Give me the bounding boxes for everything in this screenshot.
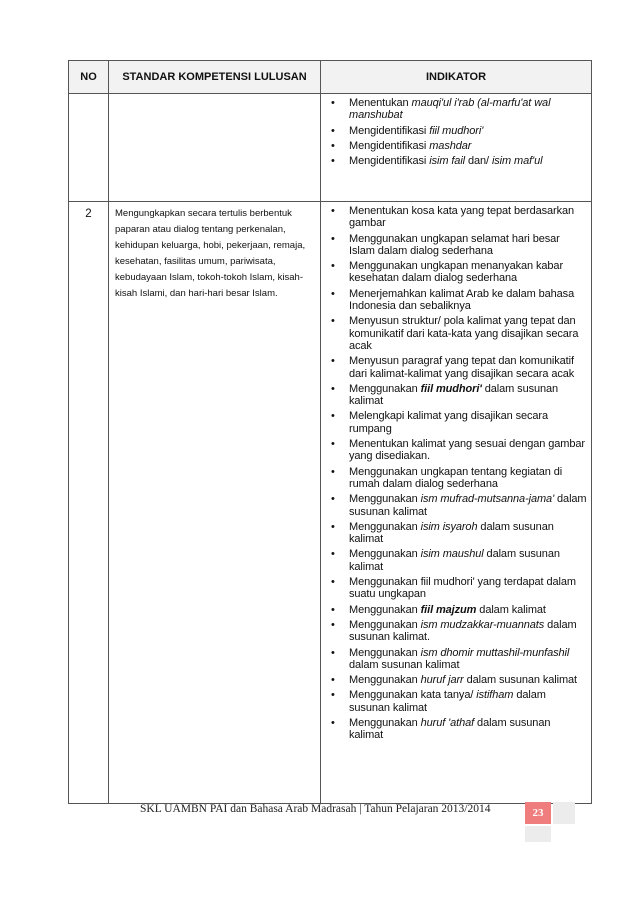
indicator-text: huruf jarr (420, 674, 464, 687)
skl-table (68, 60, 592, 804)
indicator-text: dalam susunan kalimat (349, 658, 460, 671)
indicator-item (321, 674, 587, 686)
indicator-text: mashdar (429, 139, 472, 152)
bullet-icon: • (331, 618, 335, 631)
indicator-text: dalam susunan kalimat (349, 520, 554, 546)
indicator-text: dalam susunan kalimat (349, 548, 560, 573)
indicator-text: Menggunakan (349, 603, 421, 616)
indicator-text: isim isyaroh (420, 520, 478, 533)
skl-description: Mengungkapkan secara tertulis berbentuk paparan atau dialog tentang perkenalan, kehidupan keluarga, hobi, pekerjaan, remaja, kesehatan, fasilitas umum, pariwisata, kebudayaan Islam, tokoh-tokoh Islam, kisah-kisah Islami, dan hari-hari besar Islam. (109, 202, 321, 804)
bullet-icon: • (331, 260, 335, 273)
indicator-list (321, 94, 591, 170)
indicator-item (321, 689, 587, 714)
indicator-text: Mengidentifikasi (349, 139, 430, 152)
indicator-text: Mengidentifikasi (349, 124, 430, 137)
bullet-icon: • (331, 576, 335, 589)
indicator-item (321, 260, 587, 285)
indicator-cell (321, 94, 592, 202)
indicator-item (321, 521, 587, 546)
indicator-text: fiil mudhori' (429, 124, 484, 137)
bullet-icon: • (331, 493, 335, 506)
indicator-text: Menentukan (349, 97, 412, 109)
indicator-text: Mengidentifikasi (349, 155, 430, 168)
indicator-text: isim fail (429, 155, 466, 168)
indicator-text: Menggunakan (349, 548, 421, 561)
indicator-text: Menyusun paragraf yang tepat dan komunikatif dari kalimat-kalimat yang disajikan secara acak (349, 355, 575, 380)
header-indikator: INDIKATOR (321, 61, 592, 94)
indicator-text: Menggunakan ungkapan tentang kegiatan di rumah dalam dialog sederhana (349, 465, 563, 490)
bullet-icon: • (331, 646, 335, 659)
bullet-icon: • (331, 139, 335, 152)
indicator-text: Menyusun struktur/ pola kalimat yang tepat dan komunikatif dari kata-kata yang disajikan secara acak (349, 315, 579, 352)
indicator-item (321, 604, 587, 616)
indicator-item (321, 97, 587, 122)
indicator-item (321, 233, 587, 258)
indicator-text: fiil mudhori' (420, 382, 482, 395)
indicator-text: fiil majzum (420, 603, 477, 616)
bullet-icon: • (331, 674, 335, 687)
bullet-icon: • (331, 315, 335, 328)
indicator-text: dalam susunan kalimat (349, 382, 559, 408)
indicator-text: Menggunakan (349, 674, 421, 687)
indicator-text: dalam susunan kalimat (463, 674, 577, 687)
indicator-item (321, 315, 587, 352)
bullet-icon: • (331, 232, 335, 245)
indicator-text: dalam susunan kalimat (349, 689, 546, 714)
indicator-item (321, 466, 587, 491)
indicator-text: Menggunakan ungkapan selamat hari besar Islam dalam dialog sederhana (349, 232, 560, 257)
indicator-text: dalam kalimat (476, 603, 546, 616)
indicator-text: dalam susunan kalimat (349, 493, 587, 518)
bullet-icon: • (331, 287, 335, 300)
indicator-item (321, 140, 587, 152)
indicator-text: istifham (476, 689, 514, 702)
indicator-cell (321, 202, 592, 804)
table-row (69, 94, 592, 202)
row-number: 2 (69, 202, 109, 804)
bullet-icon: • (331, 205, 335, 217)
indicator-item (321, 383, 587, 408)
row-number (69, 94, 109, 202)
indicator-text: dalam susunan kalimat. (349, 618, 577, 644)
bullet-icon: • (331, 410, 335, 423)
indicator-text: Menerjemahkan kalimat Arab ke dalam bahasa Indonesia dan sebaliknya (349, 287, 575, 313)
indicator-text: dalam susunan kalimat (349, 716, 551, 742)
header-no: NO (69, 61, 109, 94)
bullet-icon: • (331, 689, 335, 702)
indicator-text: isim maushul (420, 548, 484, 561)
indicator-text: Menggunakan (349, 716, 421, 729)
indicator-text: Menggunakan ungkapan menanyakan kabar kesehatan dalam dialog sederhana (349, 260, 564, 285)
skl-description (109, 94, 321, 202)
indicator-text: Menggunakan (349, 520, 421, 533)
indicator-text: dan/ (465, 155, 492, 168)
indicator-item (321, 493, 587, 518)
bullet-icon: • (331, 520, 335, 533)
indicator-item (321, 619, 587, 644)
table-header-row (69, 61, 592, 94)
indicator-item (321, 410, 587, 435)
bullet-icon: • (331, 97, 335, 109)
indicator-text: Menggunakan kata tanya/ (349, 689, 477, 702)
footer-decoration (553, 802, 575, 824)
page-number-badge: 23 (525, 802, 551, 824)
indicator-text: ism dhomir muttashil-munfashil (420, 646, 570, 659)
indicator-text: ism mudzakkar-muannats (420, 618, 545, 631)
indicator-text: Menggunakan (349, 618, 421, 631)
page-footer-text: SKL UAMBN PAI dan Bahasa Arab Madrasah | Tahun Pelajaran 2013/2014 (140, 803, 491, 815)
bullet-icon: • (331, 355, 335, 368)
indicator-list (321, 202, 591, 745)
bullet-icon: • (331, 124, 335, 137)
bullet-icon: • (331, 716, 335, 729)
indicator-text: Menggunakan fiil mudhori' yang terdapat dalam suatu ungkapan (349, 576, 576, 601)
indicator-item (321, 155, 587, 167)
indicator-text: mauqi'ul i'rab (al-marfu'at wal manshubat (349, 97, 551, 122)
bullet-icon: • (331, 465, 335, 478)
indicator-text: ism mufrad-mutsanna-jama' (420, 493, 555, 506)
indicator-text: Melengkapi kalimat yang disajikan secara rumpang (349, 410, 548, 435)
indicator-text: Menggunakan (349, 493, 421, 506)
footer-decoration (525, 826, 551, 842)
indicator-text: Menggunakan (349, 646, 421, 659)
bullet-icon: • (331, 548, 335, 561)
indicator-item (321, 548, 587, 573)
indicator-item (321, 647, 587, 672)
indicator-item (321, 125, 587, 137)
indicator-text: Menentukan kalimat yang sesuai dengan gambar yang disediakan. (349, 438, 585, 463)
table-row (69, 202, 592, 804)
indicator-text: Menggunakan (349, 382, 421, 395)
indicator-item (321, 438, 587, 463)
indicator-item (321, 717, 587, 742)
indicator-item (321, 205, 587, 230)
indicator-item (321, 288, 587, 313)
indicator-text: Menentukan kosa kata yang tepat berdasarkan gambar (349, 205, 575, 230)
bullet-icon: • (331, 382, 335, 395)
indicator-item (321, 355, 587, 380)
indicator-text: isim maf'ul (491, 155, 543, 168)
bullet-icon: • (331, 155, 335, 168)
indicator-text: huruf 'athaf (420, 716, 475, 729)
bullet-icon: • (331, 438, 335, 451)
bullet-icon: • (331, 603, 335, 616)
header-skl: STANDAR KOMPETENSI LULUSAN (109, 61, 321, 94)
indicator-item (321, 576, 587, 601)
